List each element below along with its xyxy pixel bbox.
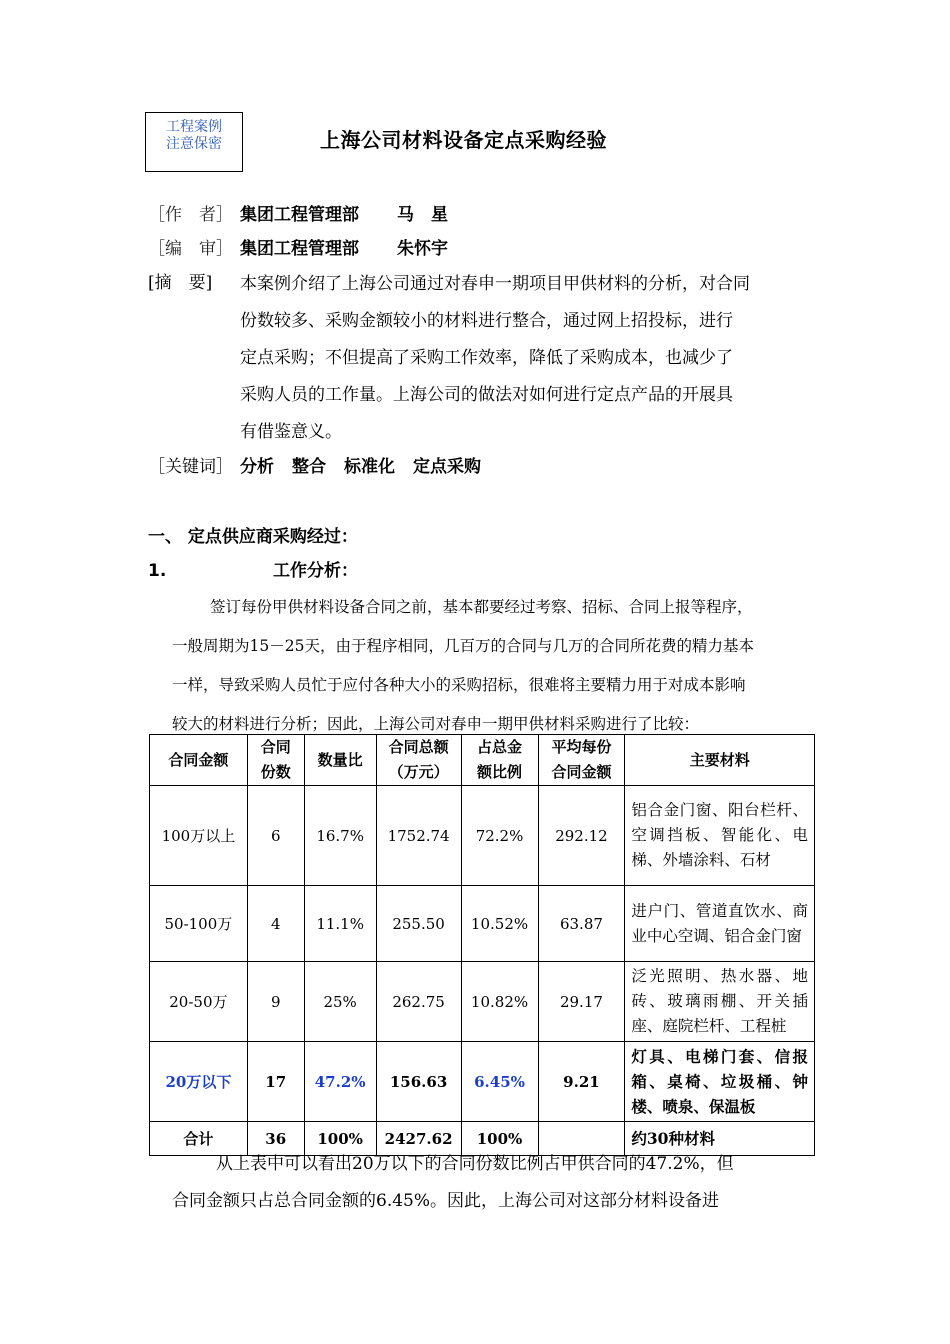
count-cell: 36 (247, 1122, 304, 1156)
editor-label: ［编 审］ (148, 239, 233, 259)
share-cell: 10.82% (461, 962, 538, 1042)
avg-cell: 9.21 (538, 1042, 625, 1122)
abstract-line: 本案例介绍了上海公司通过对春申一期项目甲供材料的分析，对合同 (240, 274, 750, 294)
paragraph-line: 一样，导致采购人员忙于应付各种大小的采购招标，很难将主要精力用于对成本影响 (172, 676, 746, 694)
keyword: 分析 (240, 457, 274, 477)
editor-dept: 集团工程管理部 (240, 239, 359, 259)
section-number: 1. (148, 561, 167, 581)
stamp-line-2: 注意保密 (166, 136, 222, 152)
keywords-line (148, 452, 499, 477)
materials-cell: 泛光照明、热水器、地砖、玻璃雨棚、开关插座、庭院栏杆、工程桩 (625, 962, 815, 1042)
abstract-label: [摘 要] (148, 273, 213, 293)
amount-cell: 20万以下 (150, 1042, 248, 1122)
total-cell: 1752.74 (376, 786, 461, 886)
avg-cell: 292.12 (538, 786, 625, 886)
share-cell: 72.2% (461, 786, 538, 886)
abstract-line: 定点采购；不但提高了采购工作效率，降低了采购成本，也减少了 (240, 348, 733, 368)
contract-comparison-table (149, 734, 815, 1156)
amount-cell: 20-50万 (150, 962, 248, 1042)
share-cell: 10.52% (461, 886, 538, 962)
ratio-cell: 11.1% (304, 886, 376, 962)
section-heading-1: 一、 定点供应商采购经过： (148, 527, 358, 547)
author-label: ［作 者］ (148, 205, 233, 225)
keyword: 定点采购 (413, 457, 481, 477)
materials-cell: 灯具、电梯门套、信报箱、桌椅、垃圾桶、钟楼、喷泉、保温板 (625, 1042, 815, 1122)
materials-cell: 进户门、管道直饮水、商业中心空调、铝合金门窗 (625, 886, 815, 962)
avg-cell: 29.17 (538, 962, 625, 1042)
header-cell: 主要材料 (625, 735, 815, 786)
header-cell: 合同总额 （万元） (376, 735, 461, 786)
table-row-highlight (150, 1042, 815, 1122)
count-cell: 9 (247, 962, 304, 1042)
keywords-label: ［关键词］ (148, 457, 233, 477)
total-cell: 255.50 (376, 886, 461, 962)
ratio-cell: 25% (304, 962, 376, 1042)
abstract-line: 采购人员的工作量。上海公司的做法对如何进行定点产品的开展具 (240, 385, 733, 405)
paragraph-line: 一般周期为15－25天，由于程序相同，几百万的合同与几万的合同所花费的精力基本 (172, 637, 754, 655)
abstract-line: 份数较多、采购金额较小的材料进行整合，通过网上招投标，进行 (240, 311, 733, 331)
ratio-cell: 47.2% (304, 1042, 376, 1122)
section-heading-1-1 (148, 556, 358, 581)
editor-line (148, 234, 448, 259)
paragraph-line: 合同金额只占总合同金额的6.45%。因此，上海公司对这部分材料设备进 (172, 1191, 720, 1211)
paragraph-line: 较大的材料进行分析；因此，上海公司对春申一期甲供材料采购进行了比较： (172, 715, 700, 733)
section-title: 工作分析： (273, 561, 358, 581)
header-cell: 占总金 额比例 (461, 735, 538, 786)
share-cell: 100% (461, 1122, 538, 1156)
total-cell: 262.75 (376, 962, 461, 1042)
author-line (148, 200, 448, 225)
count-cell: 4 (247, 886, 304, 962)
amount-cell: 合计 (150, 1122, 248, 1156)
share-cell: 6.45% (461, 1042, 538, 1122)
total-cell: 156.63 (376, 1042, 461, 1122)
header-cell: 合同金额 (150, 735, 248, 786)
amount-cell: 50-100万 (150, 886, 248, 962)
conclusion-paragraph (172, 1146, 812, 1220)
total-cell: 2427.62 (376, 1122, 461, 1156)
keyword: 标准化 (344, 457, 395, 477)
table-row (150, 886, 815, 962)
paragraph-line: 从上表中可以看出20万以下的合同份数比例占甲供合同的47.2%，但 (216, 1154, 734, 1174)
abstract-line: 有借鉴意义。 (240, 422, 342, 442)
amount-cell: 100万以上 (150, 786, 248, 886)
stamp-line-1: 工程案例 (166, 119, 222, 135)
keyword: 整合 (292, 457, 326, 477)
avg-cell: 63.87 (538, 886, 625, 962)
header-cell: 数量比 (304, 735, 376, 786)
ratio-cell: 100% (304, 1122, 376, 1156)
materials-cell: 约30种材料 (625, 1122, 815, 1156)
author-name: 马 星 (397, 205, 448, 225)
analysis-paragraph (172, 588, 812, 744)
editor-name: 朱怀宇 (397, 239, 448, 259)
table-row (150, 962, 815, 1042)
count-cell: 17 (247, 1042, 304, 1122)
table-row (150, 786, 815, 886)
materials-cell: 铝合金门窗、阳台栏杆、空调挡板、智能化、电梯、外墙涂料、石材 (625, 786, 815, 886)
document-title: 上海公司材料设备定点采购经验 (320, 128, 607, 152)
header-cell: 合同 份数 (247, 735, 304, 786)
table-header-row (150, 735, 815, 786)
confidential-stamp (145, 112, 243, 172)
header-cell: 平均每份 合同金额 (538, 735, 625, 786)
count-cell: 6 (247, 786, 304, 886)
paragraph-line: 签订每份甲供材料设备合同之前，基本都要经过考察、招标、合同上报等程序， (210, 598, 753, 616)
abstract-text (240, 266, 810, 451)
ratio-cell: 16.7% (304, 786, 376, 886)
author-dept: 集团工程管理部 (240, 205, 359, 225)
